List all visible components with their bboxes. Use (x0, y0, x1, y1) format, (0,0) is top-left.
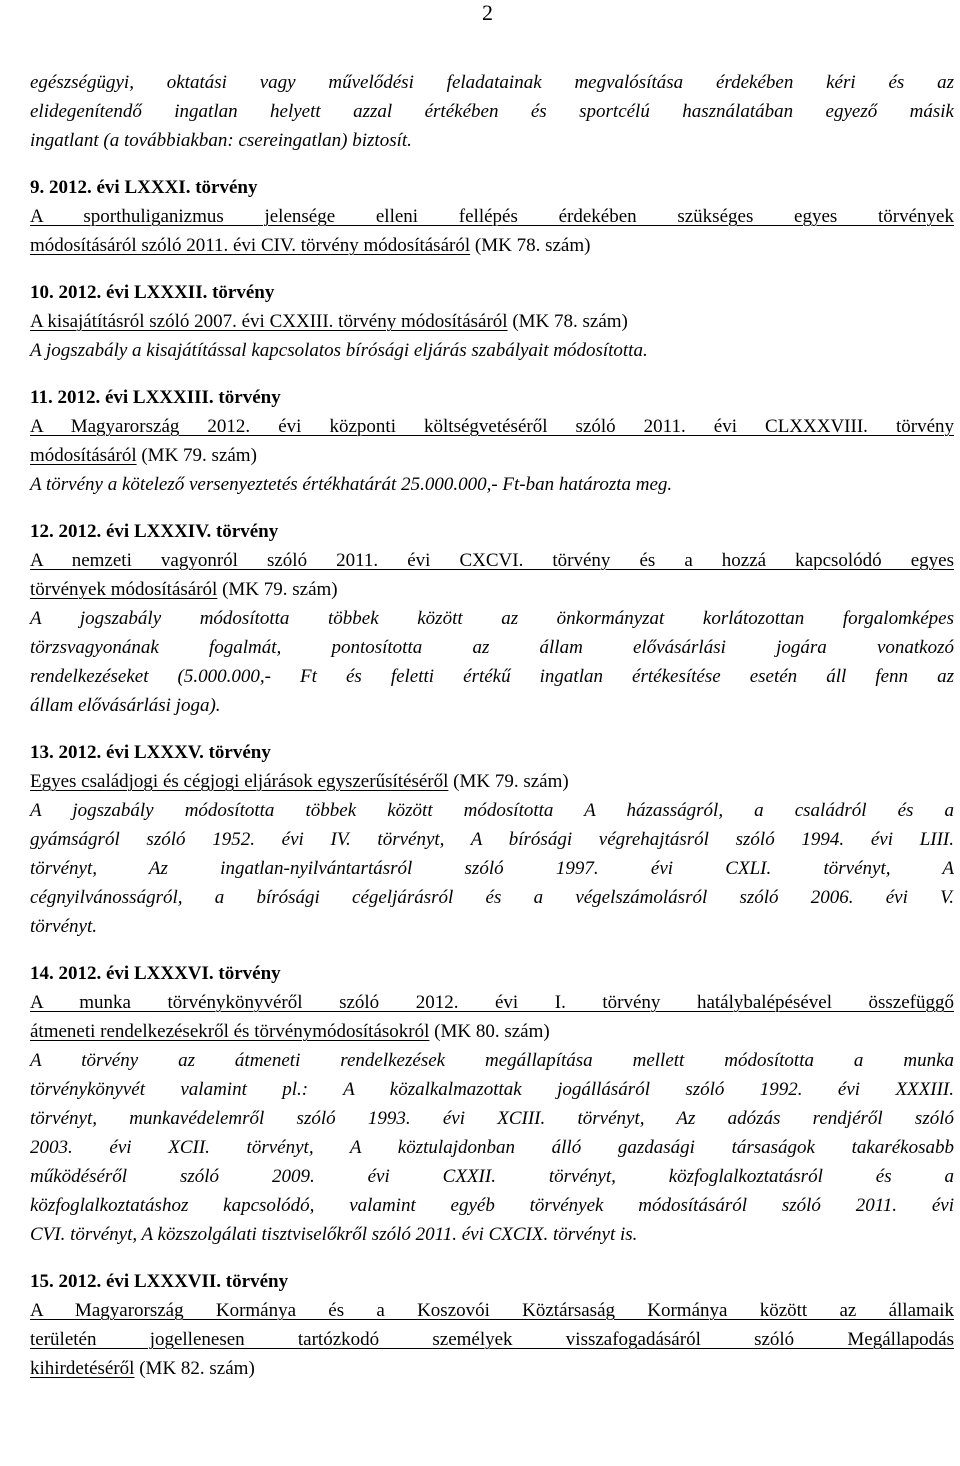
law-note-line: gyámságról szóló 1952. évi IV. törvényt, A bírósági végrehajtásról szóló 1994. évi LIII. (30, 829, 954, 850)
law-title-link[interactable]: törvények módosításáról (30, 579, 218, 600)
law-title-link[interactable]: módosításáról szóló 2011. évi CIV. törvény módosításáról (30, 235, 471, 256)
law-title-line (30, 231, 954, 260)
law-note-line: törvényt. (30, 916, 98, 937)
intro-line: egészségügyi, oktatási vagy művelődési feladatainak megvalósítása érdekében kéri és az (30, 72, 954, 93)
law-entry-13 (30, 738, 954, 941)
law-title-link[interactable]: A Magyarország 2012. évi központi költségvetéséről szóló 2011. évi CLXXXVIII. törvény (30, 416, 954, 437)
gazette-ref: (MK 79. szám) (136, 445, 257, 466)
law-heading: 14. 2012. évi LXXXVI. törvény (30, 963, 281, 984)
gazette-ref: (MK 78. szám) (507, 311, 628, 332)
law-heading: 10. 2012. évi LXXXII. törvény (30, 282, 275, 303)
law-note-line: törzsvagyonának fogalmát, pontosította az állam elővásárlási jogára vonatkozó (30, 637, 954, 658)
law-heading: 12. 2012. évi LXXXIV. törvény (30, 521, 279, 542)
law-note-line: A jogszabály módosította többek között az önkormányzat korlátozottan forgalomképes (30, 608, 954, 629)
law-note: A törvény a kötelező versenyeztetés értékhatárát 25.000.000,- Ft-ban határozta meg. (30, 474, 673, 495)
law-note-line: közfoglalkoztatáshoz kapcsolódó, valamint egyéb törvények módosításáról szóló 2011. évi (30, 1195, 954, 1216)
law-title-link[interactable]: A Magyarország Kormánya és a Koszovói Köztársaság Kormánya között az államaik (30, 1300, 954, 1321)
law-note-line: 2003. évi XCII. törvényt, A köztulajdonban álló gazdasági társaságok takarékosabb (30, 1137, 954, 1158)
law-entry-11 (30, 383, 954, 499)
document-body (30, 68, 954, 1383)
law-title-link[interactable]: módosításáról (30, 445, 137, 466)
law-note: A jogszabály a kisajátítással kapcsolatos bírósági eljárás szabályait módosította. (30, 340, 648, 361)
law-note-line: cégnyilvánosságról, a bírósági cégeljárásról és a végelszámolásról szóló 2006. évi V. (30, 887, 954, 908)
law-note-line: állam elővásárlási joga). (30, 695, 221, 716)
law-entry-9 (30, 173, 954, 260)
gazette-ref: (MK 78. szám) (470, 235, 591, 256)
law-title-line (30, 307, 954, 336)
law-entry-12 (30, 517, 954, 720)
law-title-line (30, 1017, 954, 1046)
law-title-line (30, 1325, 954, 1354)
law-entry-15 (30, 1267, 954, 1383)
law-note-line: A jogszabály módosította többek között módosította A házasságról, a családról és a (30, 800, 954, 821)
gazette-ref: (MK 79. szám) (217, 579, 338, 600)
law-heading: 13. 2012. évi LXXXV. törvény (30, 742, 271, 763)
intro-paragraph (30, 68, 954, 155)
law-title-line (30, 767, 954, 796)
law-note-line: rendelkezéseket (5.000.000,- Ft és feletti értékű ingatlan értékesítése esetén áll fenn az (30, 666, 954, 687)
law-title-line (30, 575, 954, 604)
law-note-line: törvényt, munkavédelemről szóló 1993. évi XCIII. törvényt, Az adózás rendjéről szóló (30, 1108, 954, 1129)
law-title-line (30, 1354, 954, 1383)
law-title-link[interactable]: átmeneti rendelkezésekről és törvénymódosításokról (30, 1021, 430, 1042)
law-title-link[interactable]: kihirdetéséről (30, 1358, 135, 1379)
law-heading: 9. 2012. évi LXXXI. törvény (30, 177, 258, 198)
law-entry-14 (30, 959, 954, 1249)
intro-line: ingatlant (a továbbiakban: csereingatlan) biztosít. (30, 130, 412, 151)
law-note-line: törvénykönyvét valamint pl.: A közalkalmazottak jogállásáról szóló 1992. évi XXXIII. (30, 1079, 954, 1100)
law-title-line (30, 546, 954, 575)
law-heading: 15. 2012. évi LXXXVII. törvény (30, 1271, 289, 1292)
law-title-line (30, 412, 954, 441)
law-entry-10 (30, 278, 954, 365)
law-title-link[interactable]: A kisajátításról szóló 2007. évi CXXIII. törvény módosításáról (30, 311, 508, 332)
page-number: 2 (482, 0, 493, 25)
law-title-link[interactable]: A nemzeti vagyonról szóló 2011. évi CXCVI. törvény és a hozzá kapcsolódó egyes (30, 550, 954, 571)
law-note-line: törvényt, Az ingatlan-nyilvántartásról szóló 1997. évi CXLI. törvényt, A (30, 858, 954, 879)
law-note-line: működéséről szóló 2009. évi CXXII. törvényt, közfoglalkoztatásról és a (30, 1166, 954, 1187)
gazette-ref: (MK 79. szám) (448, 771, 569, 792)
law-note-line: CVI. törvényt, A közszolgálati tisztviselőkről szóló 2011. évi CXCIX. törvényt is. (30, 1224, 638, 1245)
law-heading: 11. 2012. évi LXXXIII. törvény (30, 387, 281, 408)
law-title-line (30, 1296, 954, 1325)
law-title-link[interactable]: A munka törvénykönyvéről szóló 2012. évi I. törvény hatálybalépésével összefüggő (30, 992, 954, 1013)
law-title-line (30, 988, 954, 1017)
gazette-ref: (MK 82. szám) (134, 1358, 255, 1379)
intro-line: elidegenítendő ingatlan helyett azzal értékében és sportcélú használatában egyező másik (30, 101, 954, 122)
law-title-link[interactable]: Egyes családjogi és cégjogi eljárások egyszerűsítéséről (30, 771, 449, 792)
law-title-line (30, 202, 954, 231)
law-note-line: A törvény az átmeneti rendelkezések megállapítása mellett módosította a munka (30, 1050, 954, 1071)
law-title-link[interactable]: területén jogellenesen tartózkodó személyek visszafogadásáról szóló Megállapodás (30, 1329, 954, 1350)
law-title-link[interactable]: A sporthuliganizmus jelensége elleni fellépés érdekében szükséges egyes törvények (30, 206, 954, 227)
gazette-ref: (MK 80. szám) (429, 1021, 550, 1042)
law-title-line (30, 441, 954, 470)
